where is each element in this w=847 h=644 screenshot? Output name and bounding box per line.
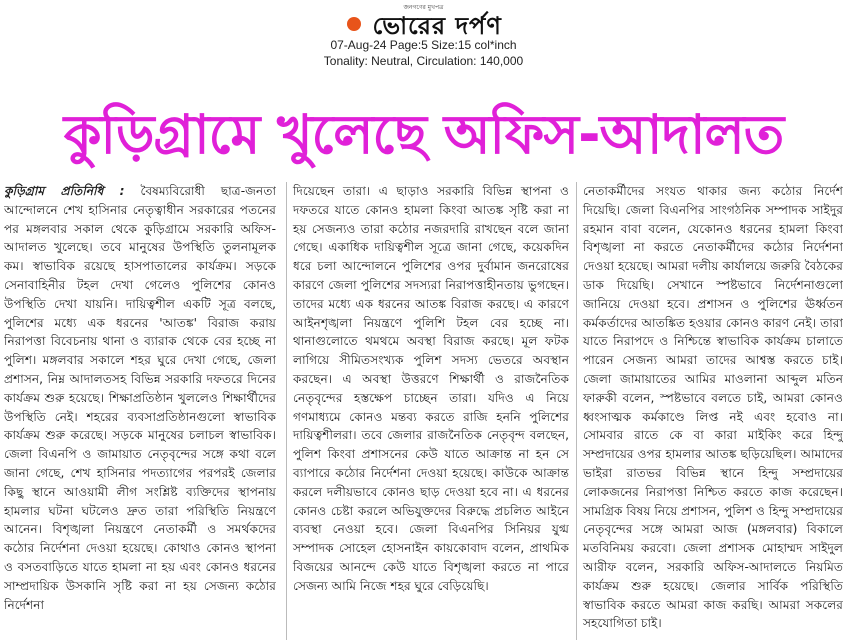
column-3-text: নেতাকর্মীদের সংযত থাকার জন্য কঠোর নির্দেশ দিয়েছি। জেলা বিএনপির সাংগঠনিক সম্পাদক সাইদুর রহমান বাবা বলেন, যেকোনও ধরনের হামলা কিংবা বিশৃঙ্খলা না করতে নেতাকর্মীদের কঠোর নির্দেশনা দেওয়া হয়েছে। আমরা দলীয় কার্যালয়ে জরুরি বৈঠকের ডাক দিয়েছি। সেখানে স্পষ্টভাবে নির্দেশনাগুলো জানিয়ে দেওয়া হবে। প্রশাসন ও পুলিশের ঊর্ধ্বতন কর্মকর্তাদের আতঙ্কিত হওয়ার কোনও কারণ নেই। তারা যাতে নিরাপদে ও নিশ্চিন্তে স্বাভাবিক কার্যক্রম চালাতে পারেন সেজন্য আমরা তাদের আশ্বস্ত করতে চাই। জেলা জামায়াতের আমির মাওলানা আব্দুল মতিন ফারুকী বলেন, স্পষ্টভাবে বলতে চাই, আমরা কোনও ধ্বংসাত্মক কর্মকাণ্ডে লিপ্ত নই এবং হবোও না। সোমবার রাতে কে বা কারা মাইকিং করে হিন্দু সম্প্রদায়ের ওপর হামলার আতঙ্ক ছড়িয়েছিল। আমাদের ভাইরা রাতভর বিভিন্ন স্থানে হিন্দু সম্প্রদায়ের লোকজনের নিরাপত্তা নিশ্চিত করতে কাজ করেছেন। সামগ্রিক বিষয় নিয়ে প্রশাসন, পুলিশ ও হিন্দু সম্প্রদায়ের নেতৃবৃন্দের সঙ্গে আমরা আজ (মঙ্গলবার) বিকালে মতবিনিময় করবো। জেলা প্রশাসক মোহাম্মদ সাইদুল আরীফ বলেন, সরকারি অফিস-আদালতে নিয়মিত কার্যক্রম শুরু হয়েছে। জেলার সার্বিক পরিস্থিতি স্বাভাবিক করতে আমরা কাজ করছি। আমরা সকলের সহযোগিতা চাই। (583, 184, 843, 631)
column-1-text: বৈষম্যবিরোধী ছাত্র-জনতা আন্দোলনে শেখ হাসিনার নেতৃত্বাধীন সরকারের পতনের পর মঙ্গলবার সকাল থেকে কুড়িগ্রামে সরকারি অফিস-আদালত খুলেছে। তবে মানুষের উপস্থিতি তুলনামূলক কম। স্বাভাবিক রয়েছে হাসপাতালের কার্যক্রম। সড়কে সেনাবাহিনীর টহল দেখা গেলেও পুলিশের কোনও উপস্থিতি দেখা যায়নি। দায়িত্বশীল একটি সূত্র বলছে, পুলিশের মধ্যে এক ধরনের 'আতঙ্ক' বিরাজ করায় নিরাপত্তা বিবেচনায় থানা ও ব্যারাক থেকে বের হচ্ছে না পুলিশ। মঙ্গলবার সকালে শহর ঘুরে দেখা গেছে, জেলা প্রশাসন, নিম্ন আদালতসহ বিভিন্ন সরকারি দফতরে দিনের কার্যক্রম শুরু হয়েছে। শিক্ষাপ্রতিষ্ঠান খুললেও শিক্ষার্থীদের উপস্থিতি নেই। শহরের ব্যবসাপ্রতিষ্ঠানগুলো স্বাভাবিক কার্যক্রম শুরু করেছে। সড়কে মানুষের চলাচল স্বাভাবিক। জেলা বিএনপি ও জামায়াত নেতৃবৃন্দের সঙ্গে কথা বলে জানা গেছে, শেখ হাসিনার পদত্যাগের পরপরই জেলার কিছু স্থানে আওয়ামী লীগ সংশ্লিষ্ট ব্যক্তিদের স্থাপনায় হামলার ঘটনা ঘটলেও দ্রুত তারা পরিস্থিতি নিয়ন্ত্রণে আনেন। বিশৃঙ্খলা নিয়ন্ত্রণে নেতাকর্মী ও সমর্থকদের কঠোর নির্দেশনা দেওয়া হয়েছে। কোথাও কোনও স্থাপনা ও বসতবাড়িতে যাতে হামলা না হয় এবং কোনও ধরনের সাম্প্রদায়িক উসকানি সৃষ্টি করা না হয় সেজন্য কঠোর নির্দেশনা (4, 184, 276, 612)
article-column-2 (286, 182, 569, 640)
article-column-1 (4, 182, 276, 640)
column-2-text: দিয়েছেন তারা। এ ছাড়াও সরকারি বিভিন্ন স্থাপনা ও দফতরে যাতে কোনও হামলা কিংবা আতঙ্ক সৃষ্টি করা না হয় সেজন্যও তারা কঠোর নজরদারি রাখছেন বলে জানা গেছে। একাধিক দায়িত্বশীল সূত্রে জানা গেছে, কয়েকদিন ধরে চলা আন্দোলনে পুলিশের ওপর দুর্বামান জনরোষের কারণে জেলা পুলিশের সদস্যরা নিরাপত্তাহীনতায় ভুগছেন। তাদের মধ্যে এক ধরনের আতঙ্ক বিরাজ করছে। এ কারণে আইনশৃঙ্খলা নিয়ন্ত্রণে পুলিশি টহল বের হচ্ছে না। থানাগুলোতে থমথমে অবস্থা বিরাজ করছে। মূল ফটক লাগিয়ে সীমিতসংখ্যক পুলিশ সদস্য ভেতরে অবস্থান করছেন। এ অবস্থা উত্তরণে শিক্ষার্থী ও রাজনৈতিক নেতৃবৃন্দের হস্তক্ষেপ চাচ্ছেন তারা। যদিও এ নিয়ে গণমাধ্যমে কোনও মন্তব্য করতে রাজি হননি পুলিশের দায়িত্বশীলরা। তবে জেলার রাজনৈতিক নেতৃবৃন্দ বলছেন, পুলিশ কিংবা প্রশাসনের কেউ যাতে আক্রান্ত না হন সে ব্যাপারে কঠোর নির্দেশনা দেওয়া হয়েছে। কাউকে আক্রান্ত করলে দলীয়ভাবে কোনও ছাড় দেওয়া হবে না। এ ধরনের কোনও চেষ্টা করলে অভিযুক্তদের বিরুদ্ধে প্রচলিত আইনে ব্যবস্থা নেওয়া হবে। জেলা বিএনপির সিনিয়র যুগ্ম সম্পাদক সোহেল হোসনাইন কায়কোবাদ বলেন, প্রাথমিক বিজয়ের আনন্দে কেউ যাতে বিশৃঙ্খলা করতে না পারে সেজন্য আমি নিজে শহর ঘুরে বেড়িয়েছি। (293, 184, 569, 593)
article-column-3 (576, 182, 843, 640)
byline: কুড়িগ্রাম প্রতিনিধি : (4, 184, 125, 198)
article-body (4, 182, 842, 640)
headline: কুড়িগ্রামে খুলেছে অফিস-আদালত (63, 103, 784, 166)
logo-text: ভোরের দর্পণ (372, 12, 502, 40)
masthead (0, 0, 847, 92)
sun-icon (347, 17, 361, 31)
issue-line: 07-Aug-24 Page:5 Size:15 col*inch (330, 38, 517, 52)
tonality-line: Tonality: Neutral, Circulation: 140,000 (323, 54, 524, 68)
masthead-tagline: জনগণের মুখপত্র (403, 4, 444, 11)
